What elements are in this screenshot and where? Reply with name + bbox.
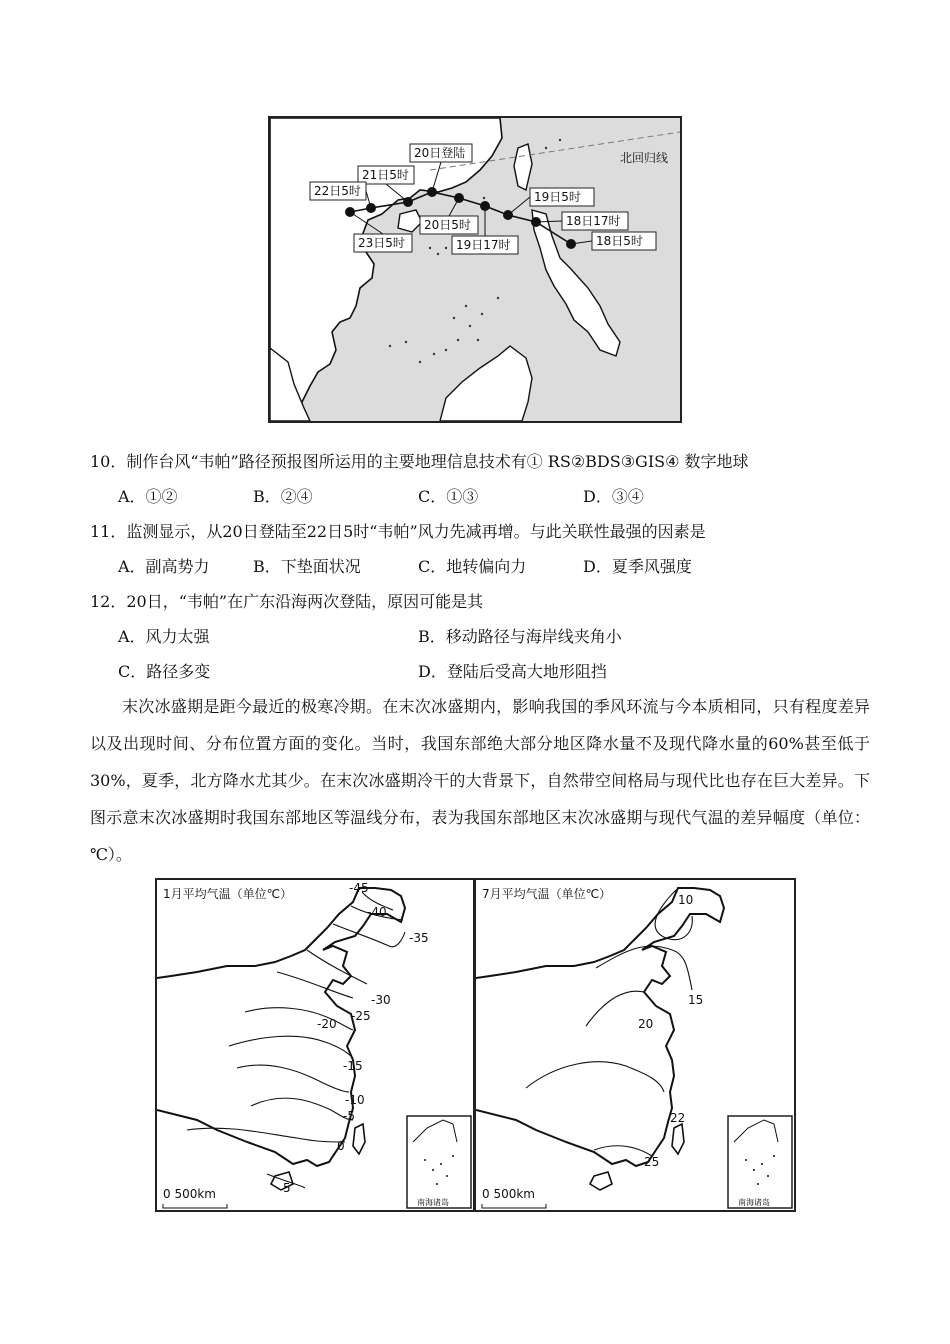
jul-isotherm-map	[474, 878, 796, 1212]
track-point-label: 23日5时	[358, 236, 405, 250]
track-dot	[403, 197, 413, 207]
jan-isotherm-label: -35	[409, 931, 429, 945]
jan-scale-text: 0 500km	[163, 1187, 216, 1201]
q11-option-b[interactable]: B．下垫面状况	[253, 557, 361, 576]
q12-option-b[interactable]: B．移动路径与海岸线夹角小	[418, 627, 622, 646]
track-point-label: 18日17时	[566, 214, 621, 228]
jan-isotherm-map	[155, 878, 475, 1212]
jul-isotherm-label: 15	[688, 993, 704, 1007]
track-point-label: 20日登陆	[414, 146, 466, 160]
jul-hainan	[590, 1172, 612, 1190]
typhoon-track-map	[268, 116, 682, 423]
jul-taiwan	[672, 1124, 684, 1154]
track-dot	[566, 239, 576, 249]
jul-isotherm-label: 10	[678, 893, 694, 907]
jul-map-title: 7月平均气温（单位℃）	[482, 887, 612, 901]
jan-isotherm-lines	[187, 892, 405, 1188]
track-dot	[427, 187, 437, 197]
jan-isotherm-label: -20	[317, 1017, 337, 1031]
track-point-label: 20日5时	[424, 218, 471, 232]
passage	[90, 688, 870, 873]
q10-option-c[interactable]: C．①③	[418, 487, 479, 506]
jul-map-svg	[476, 880, 794, 1210]
jul-isotherm-label: 25	[644, 1155, 660, 1169]
track-point-label: 18日5时	[596, 234, 643, 248]
jan-map-title: 1月平均气温（单位℃）	[163, 887, 293, 901]
q11-option-d[interactable]: D．夏季风强度	[583, 557, 692, 576]
track-dot	[503, 210, 513, 220]
jul-scale-bar	[482, 1187, 546, 1208]
track-dot	[345, 207, 355, 217]
jan-isotherm-label: 0	[337, 1139, 345, 1153]
jul-inset-label: 南海诸岛	[738, 1198, 770, 1207]
q11-option-c[interactable]: C．地转偏向力	[418, 557, 527, 576]
jul-south-china-sea-inset	[728, 1116, 792, 1208]
jul-isotherm-label: 20	[638, 1017, 654, 1031]
jul-isotherm-label: 22	[670, 1111, 686, 1125]
jan-isotherm-label: 5	[283, 1181, 291, 1195]
jul-isotherm-labels	[638, 893, 703, 1169]
jan-taiwan	[353, 1124, 365, 1154]
track-dot	[454, 193, 464, 203]
track-dot	[366, 203, 376, 213]
q11-option-a[interactable]: A．副高势力	[118, 557, 210, 576]
typhoon-map-svg	[270, 118, 680, 421]
jan-isotherm-label: -30	[371, 993, 391, 1007]
track-point-label: 19日17时	[456, 238, 511, 252]
question-11-stem: 11．监测显示，从20日登陆至22日5时“韦帕”风力先减再增。与此关联性最强的因素是	[90, 522, 706, 541]
q12-option-d[interactable]: D．登陆后受高大地形阻挡	[418, 662, 607, 681]
jan-isotherm-label: -40	[367, 905, 387, 919]
q10-option-b[interactable]: B．②④	[253, 487, 313, 506]
jan-isotherm-label: -25	[351, 1009, 371, 1023]
jan-map-svg	[157, 880, 473, 1210]
track-dot	[531, 217, 541, 227]
jan-china-coast	[157, 888, 405, 1166]
jan-isotherm-label: -45	[349, 881, 369, 895]
q12-option-a[interactable]: A．风力太强	[118, 627, 210, 646]
jan-isotherm-label: -15	[343, 1059, 363, 1073]
q10-option-a[interactable]: A．①②	[118, 487, 178, 506]
jul-isotherm-lines	[526, 890, 692, 1156]
jul-china-coast	[476, 888, 724, 1166]
track-dot	[480, 201, 490, 211]
jul-scale-text: 0 500km	[482, 1187, 535, 1201]
jan-scale-bar	[163, 1187, 227, 1208]
track-point-label: 22日5时	[314, 184, 361, 198]
track-point-label: 21日5时	[362, 168, 409, 182]
q10-option-d[interactable]: D．③④	[583, 487, 644, 506]
passage-text: 末次冰盛期是距今最近的极寒冷期。在末次冰盛期内，影响我国的季风环流与今本质相同，只有程度差异以及出现时间、分布位置方面的变化。当时，我国东部绝大部分地区降水量不及现代降水量的60%甚至低于30%，夏季，北方降水尤其少。在末次冰盛期冷干的大背景下，自然带空间格局与现代比也存在巨大差异。下图示意末次冰盛期时我国东部地区等温线分布，表为我国东部地区末次冰盛期与现代气温的差异幅度（单位：℃）。	[90, 697, 870, 864]
jan-isotherm-label: -10	[345, 1093, 365, 1107]
tropic-label: 北回归线	[620, 151, 669, 165]
track-point-label: 19日5时	[534, 190, 581, 204]
q12-option-c[interactable]: C．路径多变	[118, 662, 211, 681]
question-10-stem: 10．制作台风“韦帕”路径预报图所运用的主要地理信息技术有① RS②BDS③GIS④ 数字地球	[90, 452, 749, 471]
jan-south-china-sea-inset	[407, 1116, 471, 1208]
question-12-stem: 12．20日，“韦帕”在广东沿海两次登陆，原因可能是其	[90, 592, 484, 611]
jan-inset-label: 南海诸岛	[417, 1198, 449, 1207]
jan-isotherm-label: -5	[343, 1109, 355, 1123]
